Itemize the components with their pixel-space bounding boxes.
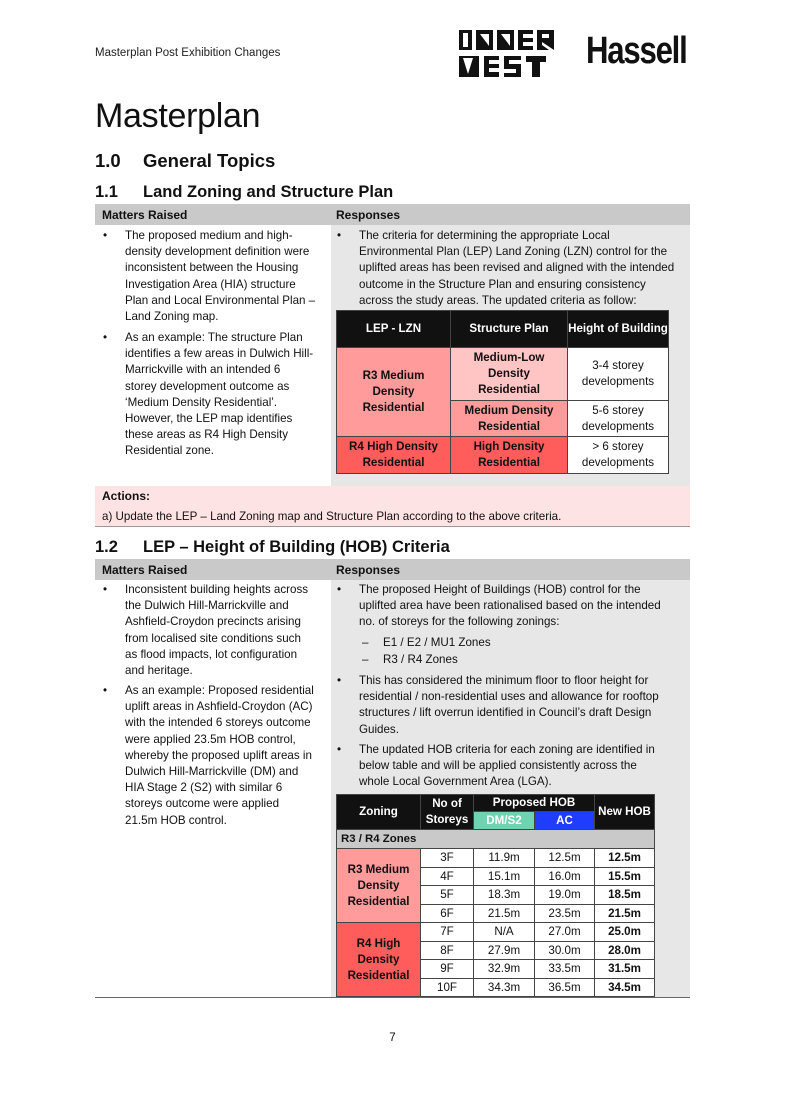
matter-item: The proposed medium and high- density development definition were inconsistent between the Housing Investigation Area (HIA) structure Plan and Local Environmental Plan – Land Zoning map. — [125, 229, 316, 324]
matter-item: As an example: Proposed residential uplift areas in Ashfield-Croydon (AC) with the intended 6 storeys outcome were applied 23.5m HOB control, whereby the proposed uplift areas in Dulwich Hill-Marrickville (DM) and HIA Stage 2 (S2) with similar 6 storeys outcome were applied 21.5m HOB control. — [125, 684, 314, 827]
new-hob-cell: 12.5m — [595, 849, 655, 868]
ac-cell: 33.5m — [535, 960, 595, 979]
ac-cell: 23.5m — [535, 904, 595, 923]
ac-cell: 27.0m — [535, 923, 595, 942]
section-number: 1.0 — [95, 150, 121, 171]
actions-text: a) Update the LEP – Land Zoning map and Structure Plan according to the above criteria. — [102, 510, 562, 523]
new-hob-cell: 34.5m — [595, 978, 655, 997]
matters-raised-header: Matters Raised — [102, 563, 188, 577]
actions-box — [95, 486, 690, 527]
dms2-cell: 32.9m — [474, 960, 535, 979]
response-item: The criteria for determining the appropriate Local Environmental Plan (LEP) Land Zoning (LZN) control for the uplifted areas has been revised and aligned with the intended outcome in the Structure Plan and ensuring consistency across the study areas. The updated criteria as follow: — [359, 229, 675, 307]
zoning-criteria-table — [336, 310, 669, 474]
r3-zone-cell: R3 Medium Density Residential — [337, 348, 451, 437]
storeys-cell: 7F — [421, 923, 474, 942]
response-item: The updated HOB criteria for each zoning are identified in below table and will be applied consistently across the whole Local Government Area (LGA). — [359, 743, 655, 789]
new-hob-cell: 25.0m — [595, 923, 655, 942]
ac-cell: 12.5m — [535, 849, 595, 868]
col-header-height: Height of Building — [568, 311, 669, 348]
storeys-cell: 9F — [421, 960, 474, 979]
dms2-cell: 15.1m — [474, 867, 535, 886]
page-title: Masterplan — [95, 97, 261, 135]
new-hob-cell: 31.5m — [595, 960, 655, 979]
ac-cell: 30.0m — [535, 941, 595, 960]
col-header-new-hob: New HOB — [595, 795, 655, 830]
storeys-cell: 4F — [421, 867, 474, 886]
page-number: 7 — [389, 1032, 396, 1044]
matters-table-header — [95, 559, 690, 580]
subsection-title: LEP – Height of Building (HOB) Criteria — [143, 538, 450, 556]
subsection-title: Land Zoning and Structure Plan — [143, 183, 394, 201]
structure-cell: Medium-Low Density Residential — [451, 348, 568, 401]
response-item: This has considered the minimum floor to floor height for residential / non-residential uses and allowance for rooftop structures / lift overrun identified in Council’s draft Design Guides. — [359, 674, 659, 736]
height-cell: > 6 storey developments — [568, 437, 669, 474]
col-header-proposed-hob: Proposed HOB — [474, 795, 595, 812]
height-cell: 3-4 storey developments — [568, 348, 669, 401]
col-header-lep-lzn: LEP - LZN — [337, 311, 451, 348]
matters-table-header — [95, 204, 690, 225]
col-header-dms2: DM/S2 — [474, 812, 535, 830]
bullet-marker: • — [337, 743, 342, 756]
r3-zone-cell: R3 Medium Density Residential — [337, 849, 421, 923]
document-label: Masterplan Post Exhibition Changes — [95, 47, 281, 59]
col-header-zoning: Zoning — [337, 795, 421, 830]
ac-cell: 19.0m — [535, 886, 595, 905]
group-row-r3-r4: R3 / R4 Zones — [337, 830, 655, 849]
subsection-heading-1-2 — [95, 538, 450, 557]
storeys-cell: 3F — [421, 849, 474, 868]
col-header-storeys: No of Storeys — [421, 795, 474, 830]
bullet-marker: • — [337, 583, 342, 596]
ac-cell: 36.5m — [535, 978, 595, 997]
new-hob-cell: 21.5m — [595, 904, 655, 923]
new-hob-cell: 15.5m — [595, 867, 655, 886]
inner-west-logo — [457, 28, 557, 80]
dms2-cell: 34.3m — [474, 978, 535, 997]
new-hob-cell: 18.5m — [595, 886, 655, 905]
bullet-marker: • — [103, 583, 108, 596]
responses-header: Responses — [336, 563, 401, 577]
dash-marker: – — [362, 653, 369, 666]
r4-zone-cell: R4 High Density Residential — [337, 923, 421, 997]
storeys-cell: 10F — [421, 978, 474, 997]
section-heading — [95, 150, 275, 172]
matter-item: As an example: The structure Plan identifies a few areas in Dulwich Hill- Marrickville with an intended 6 storey development outcome as ‘Medium Density Residential’. However, the LEP map identifies these areas as R4 High Density Residential zone. — [125, 331, 314, 458]
responses-header: Responses — [336, 208, 401, 222]
subsection-number: 1.2 — [95, 538, 118, 556]
height-cell: 5-6 storey developments — [568, 401, 669, 437]
dms2-cell: 21.5m — [474, 904, 535, 923]
section-title: General Topics — [143, 150, 276, 171]
zoning-list-item: R3 / R4 Zones — [383, 653, 458, 666]
subsection-heading-1-1 — [95, 183, 393, 202]
subsection-number: 1.1 — [95, 183, 118, 201]
bullet-marker: • — [103, 684, 108, 697]
dms2-cell: 11.9m — [474, 849, 535, 868]
storeys-cell: 6F — [421, 904, 474, 923]
actions-label: Actions: — [102, 489, 150, 503]
r4-zone-cell: R4 High Density Residential — [337, 437, 451, 474]
zoning-list-item: E1 / E2 / MU1 Zones — [383, 636, 491, 649]
bullet-marker: • — [103, 229, 108, 242]
bullet-marker: • — [103, 331, 108, 344]
hassell-logo: Hassell — [586, 30, 687, 72]
matter-item: Inconsistent building heights across the Dulwich Hill-Marrickville and Ashfield-Croydon precincts arising from localised site conditions such as flood impacts, lot configuration and heritage. — [125, 583, 309, 678]
hob-criteria-table — [336, 794, 655, 997]
dash-marker: – — [362, 636, 369, 649]
structure-cell: High Density Residential — [451, 437, 568, 474]
new-hob-cell: 28.0m — [595, 941, 655, 960]
storeys-cell: 5F — [421, 886, 474, 905]
storeys-cell: 8F — [421, 941, 474, 960]
dms2-cell: N/A — [474, 923, 535, 942]
col-header-structure-plan: Structure Plan — [451, 311, 568, 348]
response-item: The proposed Height of Buildings (HOB) control for the uplifted area have been rationalised based on the intended no. of storeys for the following zonings: — [359, 583, 661, 629]
bullet-marker: • — [337, 674, 342, 687]
matters-raised-header: Matters Raised — [102, 208, 188, 222]
ac-cell: 16.0m — [535, 867, 595, 886]
dms2-cell: 18.3m — [474, 886, 535, 905]
dms2-cell: 27.9m — [474, 941, 535, 960]
bottom-divider — [95, 997, 690, 998]
col-header-ac: AC — [535, 812, 595, 830]
structure-cell: Medium Density Residential — [451, 401, 568, 437]
bullet-marker: • — [337, 229, 342, 242]
